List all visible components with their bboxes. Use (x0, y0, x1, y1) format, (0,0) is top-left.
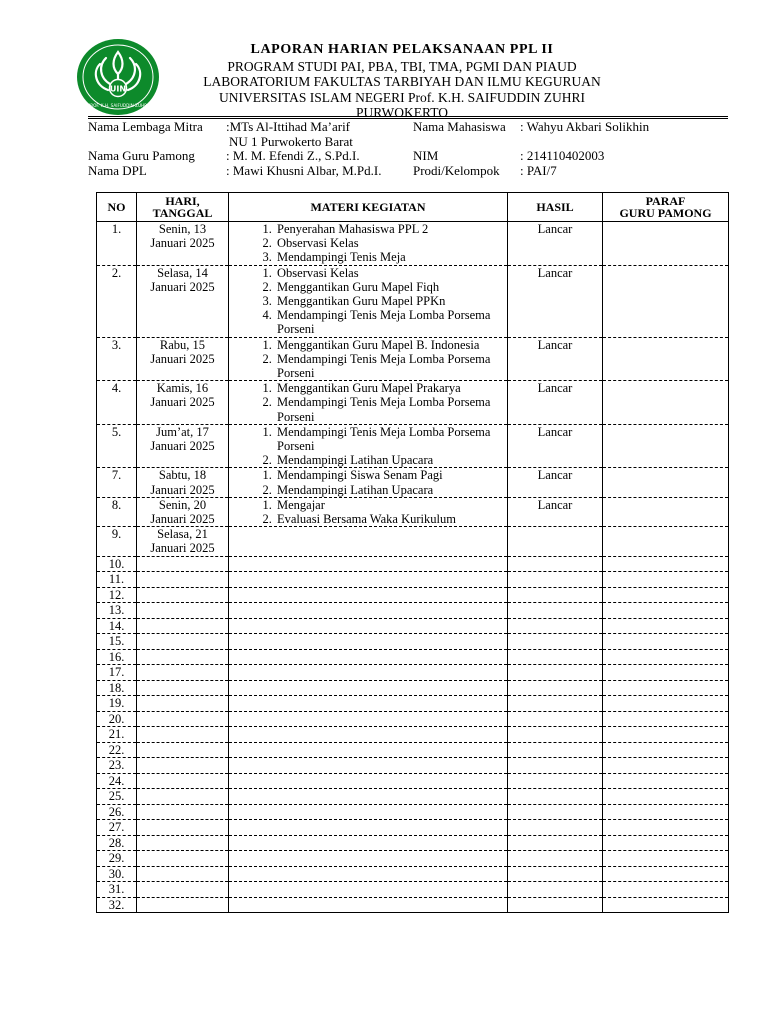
row-result (508, 851, 603, 867)
row-activities (229, 572, 508, 588)
activity-item: 1. Penyerahan Mahasiswa PPL 2 (275, 222, 507, 236)
row-result (508, 789, 603, 805)
row-signature (603, 758, 729, 774)
table-row-empty (97, 587, 729, 603)
row-number: 12. (97, 587, 137, 603)
table-row-empty (97, 742, 729, 758)
row-date (137, 222, 229, 266)
row-date (137, 851, 229, 867)
row-activities (229, 758, 508, 774)
row-date (137, 835, 229, 851)
row-number: 29. (97, 851, 137, 867)
row-number: 19. (97, 696, 137, 712)
row-month-year: Januari 2025 (150, 236, 215, 251)
row-number: 9. (97, 527, 137, 556)
activity-item: 2. Observasi Kelas (275, 236, 507, 250)
row-signature (603, 866, 729, 882)
label-lembaga: Nama Lembaga Mitra (88, 119, 203, 134)
label-nim: NIM (413, 148, 439, 163)
row-number: 26. (97, 804, 137, 820)
activity-item: 1. Menggantikan Guru Mapel B. Indonesia (275, 338, 507, 352)
table-row (97, 497, 729, 526)
row-result: Lancar (508, 468, 603, 497)
row-activities (229, 665, 508, 681)
row-date (137, 618, 229, 634)
value-mahasiswa: : Wahyu Akbari Solikhin (520, 119, 650, 134)
row-activities (229, 603, 508, 619)
row-activities (229, 649, 508, 665)
table-row-empty (97, 758, 729, 774)
activity-item: 3. Mendampingi Tenis Meja (275, 250, 507, 264)
value-prodi: : PAI/7 (520, 162, 557, 178)
row-date (137, 727, 229, 743)
row-date (137, 527, 229, 556)
row-signature (603, 497, 729, 526)
row-signature (603, 618, 729, 634)
row-date (137, 572, 229, 588)
table-row (97, 265, 729, 337)
row-month-year: Januari 2025 (150, 512, 215, 527)
row-activities (229, 711, 508, 727)
row-result (508, 618, 603, 634)
activity-item: 1. Mendampingi Siswa Senam Pagi (275, 468, 507, 482)
row-number: 2. (97, 265, 137, 337)
row-date (137, 804, 229, 820)
row-day: Sabtu, 18 (158, 468, 207, 483)
row-result (508, 897, 603, 913)
row-signature (603, 556, 729, 572)
row-result: Lancar (508, 497, 603, 526)
row-signature (603, 727, 729, 743)
row-day: Jum’at, 17 (156, 424, 209, 439)
row-date (137, 468, 229, 497)
row-number: 18. (97, 680, 137, 696)
label-guru-pamong: Nama Guru Pamong (88, 148, 195, 163)
row-activities (229, 851, 508, 867)
row-result (508, 603, 603, 619)
row-signature (603, 820, 729, 836)
row-signature (603, 835, 729, 851)
row-date (137, 758, 229, 774)
header-no: NO (97, 193, 137, 222)
row-signature (603, 222, 729, 266)
report-title: LAPORAN HARIAN PELAKSANAAN PPL II (250, 42, 554, 57)
row-signature (603, 603, 729, 619)
row-result: Lancar (508, 337, 603, 381)
table-row-empty (97, 696, 729, 712)
label-prodi: Prodi/Kelompok (413, 162, 500, 178)
row-day: Rabu, 15 (159, 337, 206, 352)
value-lembaga-line2: NU 1 Purwokerto Barat (229, 133, 353, 149)
row-result (508, 758, 603, 774)
row-activities (229, 789, 508, 805)
row-activities (229, 773, 508, 789)
row-signature (603, 882, 729, 898)
row-activities (229, 866, 508, 882)
row-activities (229, 742, 508, 758)
row-number: 25. (97, 789, 137, 805)
row-signature (603, 804, 729, 820)
row-signature (603, 527, 729, 556)
row-date (137, 603, 229, 619)
row-activities (229, 556, 508, 572)
row-signature (603, 680, 729, 696)
activity-list (251, 468, 507, 496)
row-result (508, 727, 603, 743)
row-date (137, 665, 229, 681)
row-activities (229, 804, 508, 820)
row-date (137, 820, 229, 836)
row-result: Lancar (508, 424, 603, 468)
row-activities (229, 634, 508, 650)
table-row-empty (97, 556, 729, 572)
activity-item: 1. Observasi Kelas (275, 266, 507, 280)
activity-item: 2. Evaluasi Bersama Waka Kurikulum (275, 512, 507, 526)
row-month-year: Januari 2025 (150, 395, 215, 410)
table-row (97, 337, 729, 381)
row-number: 7. (97, 468, 137, 497)
header-line-faculty: LABORATORIUM FAKULTAS TARBIYAH DAN ILMU KEGURUAN (203, 74, 601, 89)
row-signature (603, 424, 729, 468)
table-row-empty (97, 572, 729, 588)
activity-item: 4. Mendampingi Tenis Meja Lomba Porsema Porseni (275, 308, 507, 336)
row-signature (603, 742, 729, 758)
row-number: 32. (97, 897, 137, 913)
table-body (97, 222, 729, 913)
row-number: 21. (97, 727, 137, 743)
row-activities (229, 222, 508, 266)
row-signature (603, 381, 729, 425)
header-signature: PARAF GURU PAMONG (603, 193, 729, 222)
table-row-empty (97, 866, 729, 882)
table-row-empty (97, 649, 729, 665)
table-row-empty (97, 618, 729, 634)
row-number: 22. (97, 742, 137, 758)
table-row-empty (97, 680, 729, 696)
activity-item: 2. Menggantikan Guru Mapel Fiqh (275, 280, 507, 294)
header-line-university: UNIVERSITAS ISLAM NEGERI Prof. K.H. SAIFUDDIN ZUHRI (218, 89, 586, 105)
row-signature (603, 649, 729, 665)
row-number: 14. (97, 618, 137, 634)
row-activities (229, 424, 508, 468)
header-rule-top (88, 116, 728, 117)
row-number: 15. (97, 634, 137, 650)
row-date (137, 337, 229, 381)
row-result (508, 587, 603, 603)
row-day: Selasa, 21 (157, 527, 208, 542)
label-mahasiswa: Nama Mahasiswa (413, 119, 506, 134)
label-dpl: Nama DPL (88, 162, 147, 178)
row-month-year: Januari 2025 (150, 351, 215, 366)
row-date (137, 265, 229, 337)
row-result (508, 820, 603, 836)
activity-item: 2. Mendampingi Latihan Upacara (275, 453, 507, 467)
row-result (508, 882, 603, 898)
table-row-empty (97, 820, 729, 836)
row-date (137, 789, 229, 805)
row-number: 30. (97, 866, 137, 882)
row-number: 11. (97, 572, 137, 588)
row-date (137, 381, 229, 425)
row-number: 4. (97, 381, 137, 425)
row-signature (603, 711, 729, 727)
svg-text:PROF. K.H. SAIFUDDIN ZUHRI: PROF. K.H. SAIFUDDIN ZUHRI (87, 103, 149, 108)
activity-item: 1. Menggantikan Guru Mapel Prakarya (275, 381, 507, 395)
row-date (137, 882, 229, 898)
row-result: Lancar (508, 265, 603, 337)
activity-list (251, 498, 507, 526)
row-result (508, 773, 603, 789)
row-result (508, 649, 603, 665)
row-date (137, 556, 229, 572)
row-activities (229, 381, 508, 425)
row-number: 10. (97, 556, 137, 572)
row-signature (603, 468, 729, 497)
table-row-empty (97, 773, 729, 789)
row-signature (603, 265, 729, 337)
row-activities (229, 265, 508, 337)
table-row-empty (97, 789, 729, 805)
activity-list (251, 222, 507, 265)
row-number: 16. (97, 649, 137, 665)
activity-item: 2. Mendampingi Tenis Meja Lomba Porsema Porseni (275, 395, 507, 423)
row-date (137, 680, 229, 696)
row-activities (229, 468, 508, 497)
row-activities (229, 696, 508, 712)
row-date (137, 587, 229, 603)
table-row-empty (97, 804, 729, 820)
row-signature (603, 773, 729, 789)
activity-list (251, 425, 507, 468)
university-logo (76, 38, 160, 116)
row-date (137, 742, 229, 758)
header-day: HARI, TANGGAL (137, 193, 229, 222)
table-row-empty (97, 727, 729, 743)
table-row (97, 527, 729, 556)
row-activities (229, 897, 508, 913)
activity-log-table (96, 192, 729, 913)
row-signature (603, 572, 729, 588)
row-activities (229, 820, 508, 836)
row-number: 3. (97, 337, 137, 381)
row-number: 20. (97, 711, 137, 727)
row-date (137, 897, 229, 913)
row-day: Kamis, 16 (156, 381, 209, 396)
value-nim: : 214110402003 (520, 148, 605, 163)
row-result (508, 696, 603, 712)
row-result (508, 866, 603, 882)
report-header (160, 42, 644, 121)
row-number: 27. (97, 820, 137, 836)
row-month-year: Januari 2025 (150, 279, 215, 294)
row-activities (229, 835, 508, 851)
row-date (137, 866, 229, 882)
row-date (137, 649, 229, 665)
table-row-empty (97, 711, 729, 727)
row-activities (229, 882, 508, 898)
row-result (508, 711, 603, 727)
row-activities (229, 527, 508, 556)
table-row (97, 222, 729, 266)
row-result: Lancar (508, 222, 603, 266)
row-signature (603, 587, 729, 603)
row-signature (603, 789, 729, 805)
row-month-year: Januari 2025 (150, 482, 215, 497)
row-signature (603, 665, 729, 681)
row-result: Lancar (508, 381, 603, 425)
header-result: HASIL (508, 193, 603, 222)
row-day: Senin, 13 (158, 222, 207, 236)
row-result (508, 804, 603, 820)
table-row-empty (97, 897, 729, 913)
header-activity: MATERI KEGIATAN (229, 193, 508, 222)
activity-list (251, 338, 507, 381)
value-lembaga: :MTs Al-Ittihad Ma’arif (226, 119, 351, 134)
value-guru-pamong: : M. M. Efendi Z., S.Pd.I. (226, 148, 360, 163)
row-result (508, 527, 603, 556)
row-number: 8. (97, 497, 137, 526)
row-activities (229, 680, 508, 696)
header-line-city: PURWOKERTO (356, 105, 448, 120)
row-date (137, 773, 229, 789)
row-day: Senin, 20 (158, 497, 207, 512)
table-row-empty (97, 603, 729, 619)
row-number: 31. (97, 882, 137, 898)
row-date (137, 424, 229, 468)
activity-list (251, 266, 507, 337)
table-row-empty (97, 835, 729, 851)
row-number: 24. (97, 773, 137, 789)
row-number: 23. (97, 758, 137, 774)
row-activities (229, 497, 508, 526)
activity-item: 2. Mendampingi Tenis Meja Lomba Porsema Porseni (275, 352, 507, 380)
value-dpl: : Mawi Khusni Albar, M.Pd.I. (226, 162, 382, 178)
table-row-empty (97, 665, 729, 681)
row-number: 13. (97, 603, 137, 619)
row-signature (603, 851, 729, 867)
row-activities (229, 727, 508, 743)
table-row-empty (97, 851, 729, 867)
row-date (137, 497, 229, 526)
activity-item: 1. Mendampingi Tenis Meja Lomba Porsema Porseni (275, 425, 507, 453)
row-activities (229, 587, 508, 603)
row-signature (603, 696, 729, 712)
row-number: 5. (97, 424, 137, 468)
table-row (97, 424, 729, 468)
row-day: Selasa, 14 (157, 265, 208, 280)
row-result (508, 835, 603, 851)
row-date (137, 696, 229, 712)
activity-item: 2. Mendampingi Latihan Upacara (275, 483, 507, 497)
row-number: 1. (97, 222, 137, 266)
row-result (508, 665, 603, 681)
row-date (137, 711, 229, 727)
header-line-program: PROGRAM STUDI PAI, PBA, TBI, TMA, PGMI DAN PIAUD (227, 58, 577, 74)
row-result (508, 572, 603, 588)
row-date (137, 634, 229, 650)
svg-text:UIN: UIN (109, 84, 127, 94)
row-activities (229, 618, 508, 634)
table-row-empty (97, 634, 729, 650)
row-result (508, 634, 603, 650)
row-result (508, 680, 603, 696)
row-signature (603, 897, 729, 913)
row-result (508, 742, 603, 758)
row-month-year: Januari 2025 (150, 541, 215, 556)
row-activities (229, 337, 508, 381)
table-header-row (97, 193, 729, 222)
row-number: 28. (97, 835, 137, 851)
row-signature (603, 634, 729, 650)
row-signature (603, 337, 729, 381)
activity-list (251, 381, 507, 424)
row-number: 17. (97, 665, 137, 681)
activity-item: 1. Mengajar (275, 498, 507, 512)
row-result (508, 556, 603, 572)
table-row (97, 381, 729, 425)
table-row-empty (97, 882, 729, 898)
row-month-year: Januari 2025 (150, 439, 215, 454)
table-row (97, 468, 729, 497)
activity-item: 3. Menggantikan Guru Mapel PPKn (275, 294, 507, 308)
